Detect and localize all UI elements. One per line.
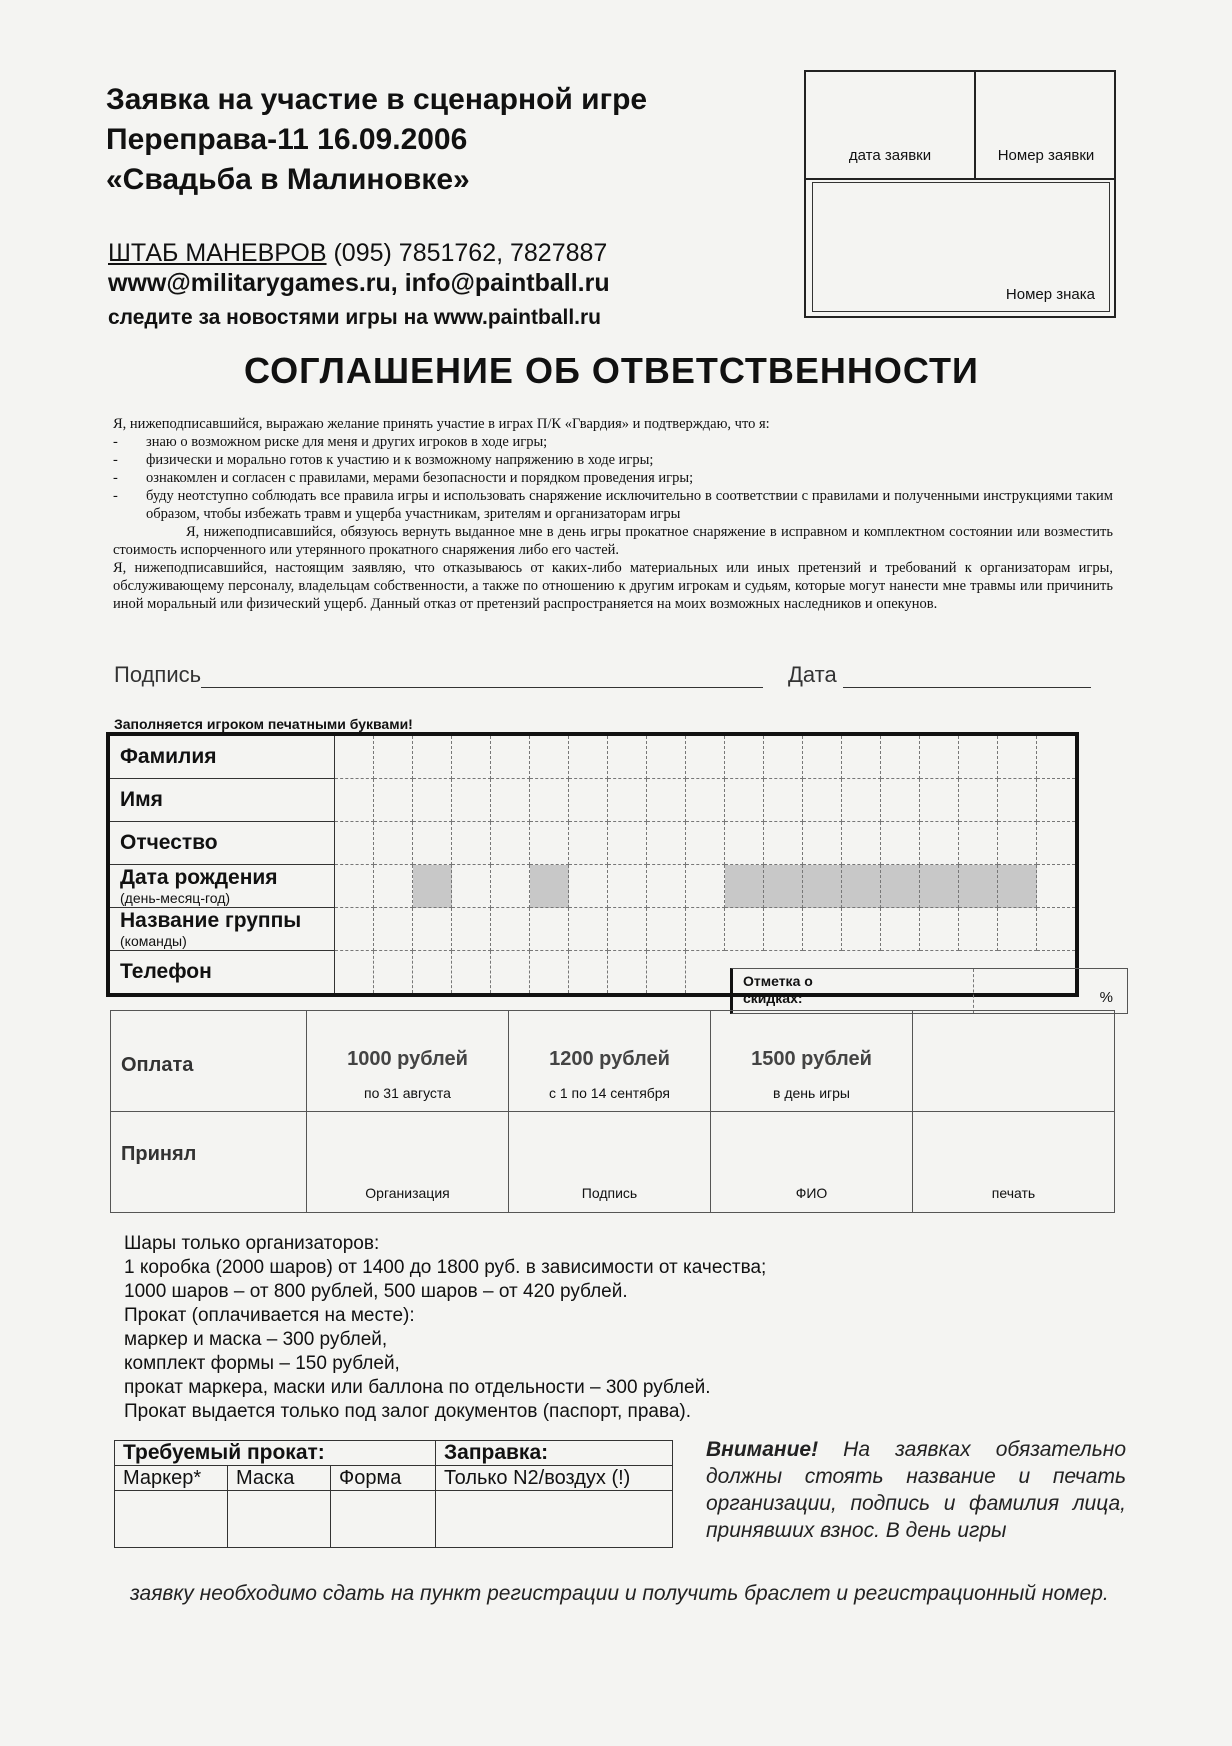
agreement-item: - буду неотступно соблюдать все правила игры и использовать снаряжение исключительно в соответствии с правилами и полученными инструкциями таким образом, чтобы избежать травм и ущерба участникам, зрителям и организаторам игры [113, 487, 1113, 523]
registration-row-label [108, 951, 335, 996]
letter-box[interactable] [335, 822, 374, 865]
title-line-3: «Свадьба в Малиновке» [106, 163, 470, 196]
letter-box[interactable] [569, 908, 608, 951]
letter-box[interactable] [452, 951, 491, 996]
letter-box[interactable] [569, 734, 608, 779]
pricing-info [124, 1232, 766, 1424]
letter-box[interactable] [413, 734, 452, 779]
col-uniform: Форма [331, 1466, 436, 1491]
registration-grid [106, 732, 1079, 997]
accepted-organization-label: Организация [365, 1185, 450, 1201]
letter-box[interactable] [413, 908, 452, 951]
title-line-2: Переправа-11 16.09.2006 [106, 123, 468, 156]
attention-note-continued: заявку необходимо сдать на пункт регистрации и получить браслет и регистрационный номер. [130, 1582, 1109, 1605]
letter-box[interactable] [959, 779, 998, 822]
letter-box[interactable] [530, 822, 569, 865]
letter-box[interactable] [491, 908, 530, 951]
letter-box[interactable] [959, 734, 998, 779]
agreement-intro: Я, нижеподписавшийся, выражаю желание принять участие в играх П/К «Гвардия» и подтверждаю, что я: [113, 416, 770, 432]
registration-row-label [108, 908, 335, 951]
letter-box[interactable] [569, 865, 608, 908]
letter-box[interactable] [1037, 734, 1078, 779]
letter-box[interactable] [608, 822, 647, 865]
price-option[interactable] [307, 1011, 509, 1112]
row-label-text: Отчество [120, 831, 218, 854]
registration-row-label [108, 779, 335, 822]
col-marker: Маркер* [115, 1466, 228, 1491]
letter-box[interactable] [803, 908, 842, 951]
letter-box[interactable] [491, 951, 530, 996]
letter-box[interactable] [530, 734, 569, 779]
letter-box[interactable] [647, 908, 686, 951]
letter-box[interactable] [608, 865, 647, 908]
request-number-label: Номер заявки [997, 147, 1095, 164]
agreement-text [113, 415, 1113, 613]
letter-box[interactable] [1037, 908, 1078, 951]
accepted-row [111, 1112, 1115, 1213]
letter-box[interactable] [608, 951, 647, 996]
letter-box[interactable] [530, 865, 569, 908]
price-option[interactable] [509, 1011, 711, 1112]
col-mask: Маска [228, 1466, 331, 1491]
badge-number-label: Номер знака [1005, 286, 1095, 303]
discount-field[interactable] [730, 968, 1128, 1014]
letter-box[interactable] [686, 779, 725, 822]
registration-row [108, 779, 1077, 822]
letter-box[interactable] [881, 734, 920, 779]
letter-box[interactable] [335, 779, 374, 822]
letter-box[interactable] [569, 822, 608, 865]
letter-box[interactable] [608, 734, 647, 779]
letter-box[interactable] [374, 908, 413, 951]
hq-phones: (095) 7851762, 7827887 [326, 239, 608, 267]
request-date-label: дата заявки [848, 147, 932, 164]
payment-label [111, 1011, 307, 1112]
price-period: в день игры [773, 1085, 850, 1101]
letter-box[interactable] [374, 779, 413, 822]
discount-divider [973, 969, 974, 1013]
letter-box[interactable] [959, 822, 998, 865]
letter-box[interactable] [452, 734, 491, 779]
col-refill: Только N2/воздух (!) [436, 1466, 673, 1491]
registration-row-label [108, 822, 335, 865]
letter-box[interactable] [959, 865, 998, 908]
letter-box[interactable] [686, 734, 725, 779]
rental-table [114, 1440, 673, 1548]
marker-entry[interactable] [115, 1491, 228, 1548]
letter-box[interactable] [959, 908, 998, 951]
accepted-label-text: Принял [121, 1143, 197, 1165]
agreement-item: - физически и морально готов к участию и к возможному напряжению в ходе игры; [113, 451, 1113, 469]
row-label-text: Имя [120, 788, 163, 811]
letter-box[interactable] [764, 734, 803, 779]
info-line: маркер и маска – 300 рублей, [124, 1329, 388, 1350]
letter-box[interactable] [530, 908, 569, 951]
info-line: Шары только организаторов: [124, 1233, 380, 1254]
office-use-box [804, 70, 1116, 318]
letter-box[interactable] [374, 822, 413, 865]
letter-box[interactable] [842, 908, 881, 951]
registration-row [108, 865, 1077, 908]
letter-box[interactable] [998, 734, 1037, 779]
price-amount: 1200 рублей [549, 1048, 670, 1070]
rental-header-row [115, 1441, 673, 1466]
letter-box[interactable] [413, 822, 452, 865]
letter-box[interactable] [1037, 779, 1078, 822]
accepted-signature-label: Подпись [581, 1185, 638, 1201]
letter-box[interactable] [725, 779, 764, 822]
letter-box[interactable] [608, 779, 647, 822]
refill-header: Заправка: [436, 1441, 673, 1466]
price-amount: 1500 рублей [751, 1048, 872, 1070]
refill-entry[interactable] [436, 1491, 673, 1548]
row-label-text: Телефон [120, 960, 212, 983]
agreement-para-2: Я, нижеподписавшийся, обязуюсь вернуть выданное мне в день игры прокатное снаряжение в исправном и комплектном состоянии или возместить стоимость испорченного или утерянного прокатного снаряжения либо его частей. [113, 524, 1113, 558]
letter-box[interactable] [881, 779, 920, 822]
letter-box[interactable] [881, 822, 920, 865]
letter-box[interactable] [452, 779, 491, 822]
price-option[interactable] [711, 1011, 913, 1112]
web-email: www@militarygames.ru, info@paintball.ru [108, 269, 610, 297]
letter-box[interactable] [686, 908, 725, 951]
letter-box[interactable] [647, 734, 686, 779]
letter-box[interactable] [491, 734, 530, 779]
letter-box[interactable] [803, 822, 842, 865]
accepted-signature-cell[interactable] [509, 1112, 711, 1213]
fill-note: Заполняется игроком печатными буквами! [114, 716, 413, 732]
signature-label: Подпись [114, 662, 202, 687]
discount-percent: % [1099, 989, 1113, 1006]
accepted-name-label: ФИО [795, 1185, 828, 1201]
letter-box[interactable] [569, 951, 608, 996]
letter-box[interactable] [998, 908, 1037, 951]
payment-label-text: Оплата [121, 1054, 194, 1076]
page-title [106, 80, 647, 200]
discount-label-line-1: Отметка о [743, 973, 813, 989]
date-label: Дата [788, 662, 837, 687]
letter-box[interactable] [647, 822, 686, 865]
letter-box[interactable] [491, 822, 530, 865]
letter-box[interactable] [764, 908, 803, 951]
letter-box[interactable] [998, 822, 1037, 865]
letter-box[interactable] [686, 822, 725, 865]
letter-box[interactable] [725, 822, 764, 865]
price-amount: 1000 рублей [347, 1048, 468, 1070]
attention-lead: Внимание! [706, 1438, 819, 1461]
letter-box[interactable] [647, 951, 686, 996]
letter-box[interactable] [920, 908, 959, 951]
signature-line[interactable] [201, 665, 763, 688]
row-label-text: Фамилия [120, 745, 217, 768]
attention-note [706, 1436, 1126, 1544]
letter-box[interactable] [803, 734, 842, 779]
hq-label: ШТАБ МАНЕВРОВ [108, 239, 327, 267]
letter-box[interactable] [530, 779, 569, 822]
agreement-title: СОГЛАШЕНИЕ ОБ ОТВЕТСТВЕННОСТИ [244, 350, 979, 391]
agreement-item: - ознакомлен и согласен с правилами, мерами безопасности и порядком проведения игры; [113, 469, 1113, 487]
letter-box[interactable] [803, 865, 842, 908]
news-line: следите за новостями игры на www.paintball.ru [108, 306, 602, 329]
price-period: по 31 августа [364, 1085, 451, 1101]
letter-box[interactable] [452, 908, 491, 951]
letter-box[interactable] [647, 865, 686, 908]
info-line: 1 коробка (2000 шаров) от 1400 до 1800 руб. в зависимости от качества; [124, 1257, 767, 1278]
letter-box[interactable] [374, 951, 413, 996]
info-line: Прокат (оплачивается на месте): [124, 1305, 415, 1326]
agreement-item: - знаю о возможном риске для меня и других игроков в ходе игры; [113, 433, 1113, 451]
letter-box[interactable] [842, 822, 881, 865]
letter-box[interactable] [725, 908, 764, 951]
letter-box[interactable] [881, 908, 920, 951]
letter-box[interactable] [920, 865, 959, 908]
info-line: комплект формы – 150 рублей, [124, 1353, 400, 1374]
letter-box[interactable] [647, 779, 686, 822]
signature-row [114, 662, 763, 688]
letter-box[interactable] [725, 865, 764, 908]
letter-box[interactable] [725, 734, 764, 779]
row-label-hint: (день-месяц-год) [120, 890, 231, 906]
letter-box[interactable] [374, 734, 413, 779]
uniform-entry[interactable] [331, 1491, 436, 1548]
letter-box[interactable] [764, 865, 803, 908]
letter-box[interactable] [413, 951, 452, 996]
letter-box[interactable] [764, 822, 803, 865]
payment-extra-cell[interactable] [913, 1011, 1115, 1112]
letter-box[interactable] [335, 951, 374, 996]
accepted-name-cell[interactable] [711, 1112, 913, 1213]
accepted-organization-cell[interactable] [307, 1112, 509, 1213]
request-date-field[interactable] [806, 72, 976, 178]
letter-box[interactable] [608, 908, 647, 951]
row-label-text: Дата рождения [120, 866, 278, 889]
letter-box[interactable] [335, 908, 374, 951]
letter-box[interactable] [764, 779, 803, 822]
info-line: Прокат выдается только под залог документов (паспорт, права). [124, 1401, 692, 1422]
info-line: 1000 шаров – от 800 рублей, 500 шаров – от 420 рублей. [124, 1281, 628, 1302]
letter-box[interactable] [491, 779, 530, 822]
date-line[interactable] [843, 665, 1091, 688]
letter-box[interactable] [1037, 865, 1078, 908]
date-row [788, 662, 1091, 688]
letter-box[interactable] [920, 822, 959, 865]
registration-row [108, 908, 1077, 951]
attention-text-1: На заявках обязательно должны стоять название и печать организации, подпись и фамилия лица, принявших взнос. В день игры [706, 1438, 1126, 1542]
rental-cols-row [115, 1466, 673, 1491]
registration-row-label [108, 865, 335, 908]
payment-row [111, 1011, 1115, 1112]
rental-header: Требуемый прокат: [115, 1441, 436, 1466]
letter-box[interactable] [686, 865, 725, 908]
letter-box[interactable] [920, 734, 959, 779]
letter-box[interactable] [920, 779, 959, 822]
letter-box[interactable] [374, 865, 413, 908]
letter-box[interactable] [842, 734, 881, 779]
request-number-field[interactable] [978, 72, 1114, 178]
letter-box[interactable] [335, 865, 374, 908]
discount-label-line-2: скидках: [743, 990, 803, 1006]
info-line: прокат маркера, маски или баллона по отдельности – 300 рублей. [124, 1377, 711, 1398]
letter-box[interactable] [998, 779, 1037, 822]
letter-box[interactable] [842, 865, 881, 908]
row-label-text: Название группы [120, 909, 302, 932]
accepted-label [111, 1112, 307, 1213]
letter-box[interactable] [452, 865, 491, 908]
registration-row [108, 822, 1077, 865]
title-line-1: Заявка на участие в сценарной игре [106, 83, 648, 116]
letter-box[interactable] [491, 865, 530, 908]
letter-box[interactable] [413, 779, 452, 822]
hq-contacts [108, 238, 610, 298]
badge-number-field[interactable] [812, 182, 1110, 312]
registration-row-label [108, 734, 335, 779]
letter-box[interactable] [413, 865, 452, 908]
agreement-para-3: Я, нижеподписавшийся, настоящим заявляю, что отказываюсь от каких-либо материальных или иных претензий и требований к организаторам игры, обслуживающему персоналу, владельцам собственности, а также по отношению к другим игрокам и судьям, которые могут нанести мне травмы или причинить иной моральный или физический ущерб. Данный отказ от претензий распространяется на моих возможных наследников и опекунов. [113, 560, 1113, 612]
price-period: с 1 по 14 сентября [548, 1085, 671, 1101]
letter-box[interactable] [842, 779, 881, 822]
letter-box[interactable] [569, 779, 608, 822]
discount-label [743, 973, 813, 1007]
letter-box[interactable] [1037, 822, 1078, 865]
letter-box[interactable] [530, 951, 569, 996]
letter-box[interactable] [335, 734, 374, 779]
letter-box[interactable] [881, 865, 920, 908]
registration-row [108, 734, 1077, 779]
accepted-stamp-cell[interactable] [913, 1112, 1115, 1213]
letter-box[interactable] [452, 822, 491, 865]
rental-entry-row [115, 1491, 673, 1548]
letter-box[interactable] [998, 865, 1037, 908]
row-label-hint: (команды) [120, 933, 187, 949]
accepted-stamp-label: печать [991, 1185, 1036, 1201]
mask-entry[interactable] [228, 1491, 331, 1548]
letter-box[interactable] [803, 779, 842, 822]
payment-table [110, 1010, 1115, 1213]
